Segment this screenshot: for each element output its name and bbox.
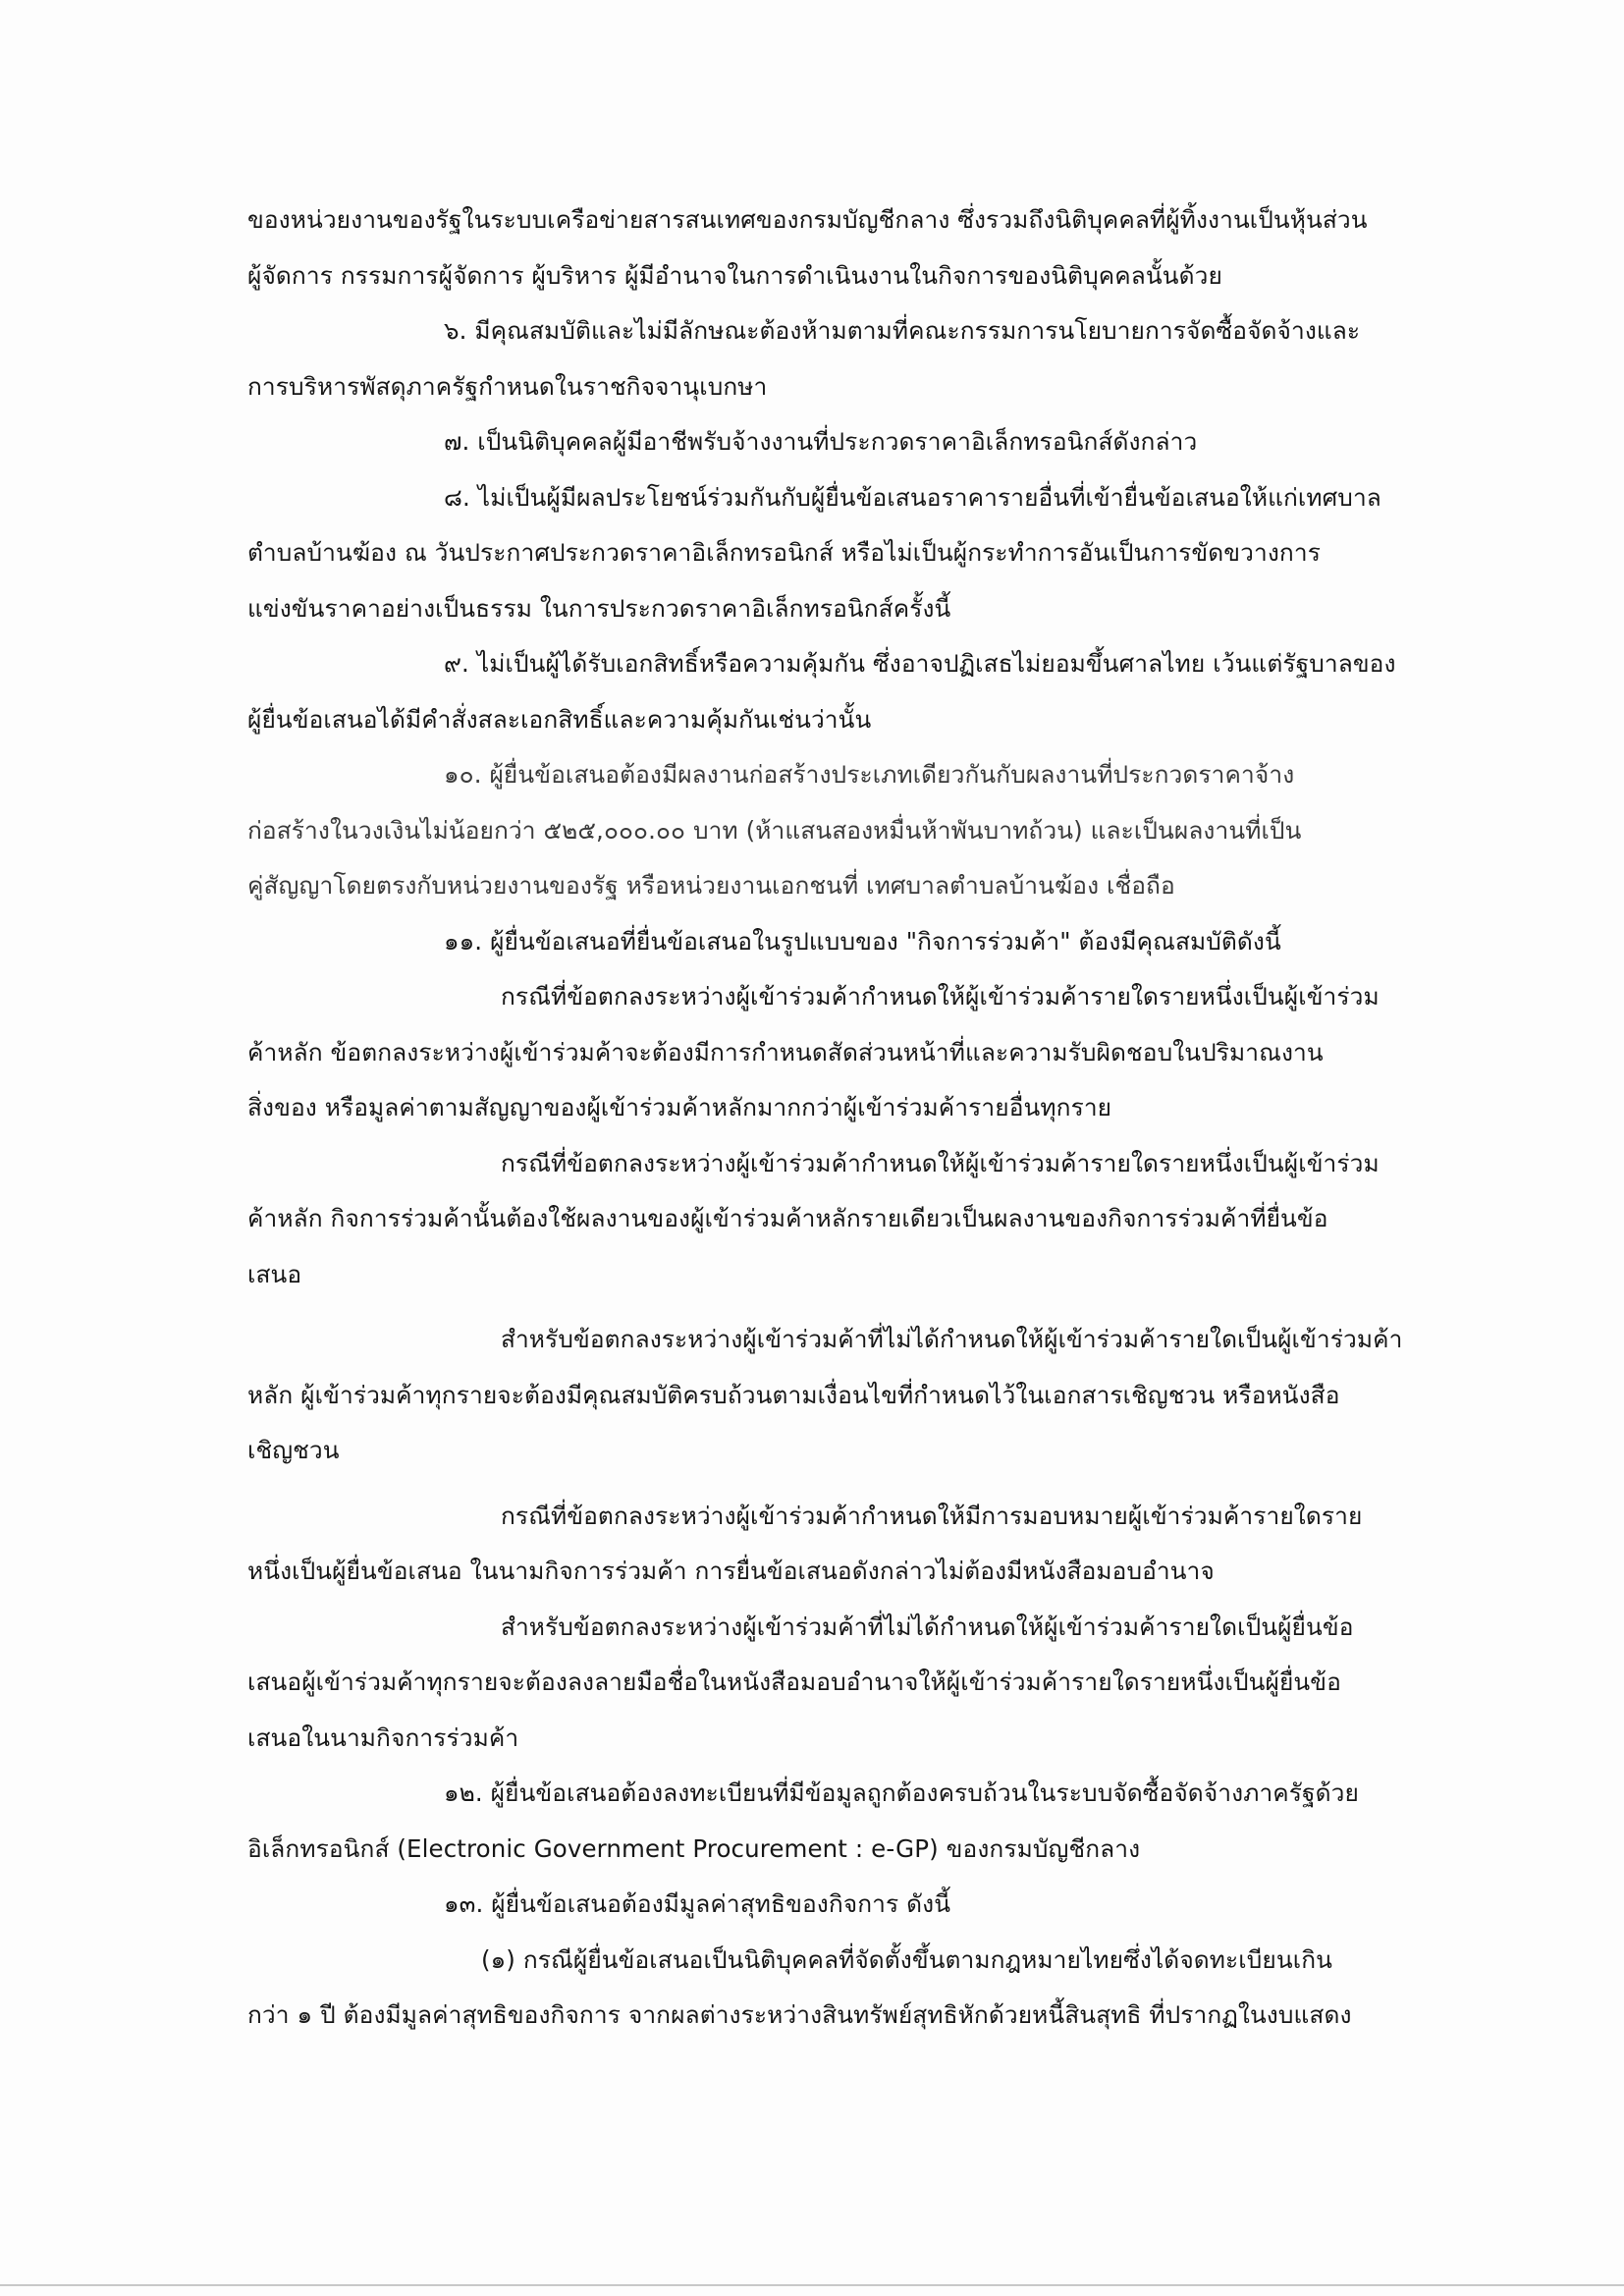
body-line: เสนอ	[247, 1259, 302, 1288]
body-line: หนึ่งเป็นผู้ยื่นข้อเสนอ ในนามกิจการร่วมค้า การยื่นข้อเสนอดังกล่าวไม่ต้องมีหนังสือมอบอำนาจ	[247, 1557, 1215, 1585]
clause-8: ๘. ไม่เป็นผู้มีผลประโยชน์ร่วมกันกับผู้ยื่นข้อเสนอราคารายอื่นที่เข้ายื่นข้อเสนอให้แก่เทศบาล	[444, 482, 1381, 512]
clause-7: ๗. เป็นนิติบุคคลผู้มีอาชีพรับจ้างงานที่ประกวดราคาอิเล็กทรอนิกส์ดังกล่าว	[444, 427, 1198, 456]
clause-13: ๑๓. ผู้ยื่นข้อเสนอต้องมีมูลค่าสุทธิของกิจการ ดังนี้	[444, 1889, 951, 1918]
sub-paragraph: กรณีที่ข้อตกลงระหว่างผู้เข้าร่วมค้ากำหนดให้มีการมอบหมายผู้เข้าร่วมค้ารายใดราย	[501, 1501, 1363, 1530]
paragraph-gap	[247, 1302, 1463, 1312]
body-line: เชิญชวน	[247, 1436, 340, 1464]
body-line: ผู้ยื่นข้อเสนอได้มีคำสั่งสละเอกสิทธิ์และความคุ้มกันเช่นว่านั้น	[247, 704, 872, 734]
clause-11: ๑๑. ผู้ยื่นข้อเสนอที่ยื่นข้อเสนอในรูปแบบของ "กิจการร่วมค้า" ต้องมีคุณสมบัติดังนี้	[444, 926, 1281, 956]
body-line: คู่สัญญาโดยตรงกับหน่วยงานของรัฐ หรือหน่วยงานเอกชนที่ เทศบาลตำบลบ้านฆ้อง เชื่อถือ	[247, 871, 1175, 900]
body-line: ค้าหลัก กิจการร่วมค้านั้นต้องใช้ผลงานของผู้เข้าร่วมค้าหลักรายเดียวเป็นผลงานของกิจการร่วมค้าที่ยื่นข้อ	[247, 1204, 1328, 1232]
clause-9: ๙. ไม่เป็นผู้ได้รับเอกสิทธิ์หรือความคุ้มกัน ซึ่งอาจปฏิเสธไม่ยอมขึ้นศาลไทย เว้นแต่รัฐบาลของ	[444, 649, 1396, 678]
body-line: ก่อสร้างในวงเงินไม่น้อยกว่า ๕๒๕,๐๐๐.๐๐ บาท (ห้าแสนสองหมื่นห้าพันบาทถ้วน) และเป็นผลงานที่เป็น	[247, 815, 1302, 845]
sub-clause-1: (๑) กรณีผู้ยื่นข้อเสนอเป็นนิติบุคคลที่จัดตั้งขึ้นตามกฎหมายไทยซึ่งได้จดทะเบียนเกิน	[481, 1944, 1332, 1974]
body-line: หลัก ผู้เข้าร่วมค้าทุกรายจะต้องมีคุณสมบัติครบถ้วนตามเงื่อนไขที่กำหนดไว้ในเอกสารเชิญชวน หรือหนังสือ	[247, 1380, 1340, 1409]
body-line: กว่า ๑ ปี ต้องมีมูลค่าสุทธิของกิจการ จากผลต่างระหว่างสินทรัพย์สุทธิหักด้วยหนี้สินสุทธิ ที่ปรากฏในงบแสดง	[247, 2000, 1352, 2029]
body-line: ค้าหลัก ข้อตกลงระหว่างผู้เข้าร่วมค้าจะต้องมีการกำหนดสัดส่วนหน้าที่และความรับผิดชอบในปริมาณงาน	[247, 1037, 1324, 1066]
paragraph-gap	[247, 1479, 1463, 1489]
sub-paragraph: สำหรับข้อตกลงระหว่างผู้เข้าร่วมค้าที่ไม่ได้กำหนดให้ผู้เข้าร่วมค้ารายใดเป็นผู้ยื่นข้อ	[501, 1612, 1354, 1641]
body-line: เสนอในนามกิจการร่วมค้า	[247, 1722, 519, 1752]
clause-12: ๑๒. ผู้ยื่นข้อเสนอต้องลงทะเบียนที่มีข้อมูลถูกต้องครบถ้วนในระบบจัดซื้อจัดจ้างภาครัฐด้วย	[444, 1778, 1359, 1807]
clause-10: ๑๐. ผู้ยื่นข้อเสนอต้องมีผลงานก่อสร้างประเภทเดียวกันกับผลงานที่ประกวดราคาจ้าง	[444, 760, 1295, 789]
body-line: การบริหารพัสดุภาครัฐกำหนดในราชกิจจานุเบกษา	[247, 371, 768, 401]
body-line: ตำบลบ้านฆ้อง ณ วันประกาศประกวดราคาอิเล็กทรอนิกส์ หรือไม่เป็นผู้กระทำการอันเป็นการขัดขวางการ	[247, 538, 1321, 567]
body-line: ผู้จัดการ กรรมการผู้จัดการ ผู้บริหาร ผู้มีอำนาจในการดำเนินงานในกิจการของนิติบุคคลนั้นด้วย	[247, 260, 1222, 290]
sub-paragraph: สำหรับข้อตกลงระหว่างผู้เข้าร่วมค้าที่ไม่ได้กำหนดให้ผู้เข้าร่วมค้ารายใดเป็นผู้เข้าร่วมค้า	[501, 1325, 1403, 1353]
clause-6: ๖. มีคุณสมบัติและไม่มีลักษณะต้องห้ามตามที่คณะกรรมการนโยบายการจัดซื้อจัดจ้างและ	[444, 316, 1361, 345]
body-line: อิเล็กทรอนิกส์ (Electronic Government Procurement : e-GP) ของกรมบัญชีกลาง	[247, 1833, 1141, 1863]
body-line: แข่งขันราคาอย่างเป็นธรรม ในการประกวดราคาอิเล็กทรอนิกส์ครั้งนี้	[247, 593, 951, 623]
body-line: เสนอผู้เข้าร่วมค้าทุกรายจะต้องลงลายมือชื่อในหนังสือมอบอำนาจให้ผู้เข้าร่วมค้ารายใดรายหนึ่งเป็นผู้ยื่นข้อ	[247, 1667, 1341, 1696]
page-bottom-edge	[0, 2284, 1624, 2286]
body-line: ของหน่วยงานของรัฐในระบบเครือข่ายสารสนเทศของกรมบัญชีกลาง ซึ่งรวมถึงนิติบุคคลที่ผู้ทิ้งงานเป็นหุ้นส่วน	[247, 205, 1368, 234]
body-line: สิ่งของ หรือมูลค่าตามสัญญาของผู้เข้าร่วมค้าหลักมากกว่าผู้เข้าร่วมค้ารายอื่นทุกราย	[247, 1093, 1112, 1121]
sub-paragraph: กรณีที่ข้อตกลงระหว่างผู้เข้าร่วมค้ากำหนดให้ผู้เข้าร่วมค้ารายใดรายหนึ่งเป็นผู้เข้าร่วม	[501, 1148, 1380, 1177]
document-body	[247, 192, 1463, 2044]
sub-paragraph: กรณีที่ข้อตกลงระหว่างผู้เข้าร่วมค้ากำหนดให้ผู้เข้าร่วมค้ารายใดรายหนึ่งเป็นผู้เข้าร่วม	[501, 982, 1380, 1011]
